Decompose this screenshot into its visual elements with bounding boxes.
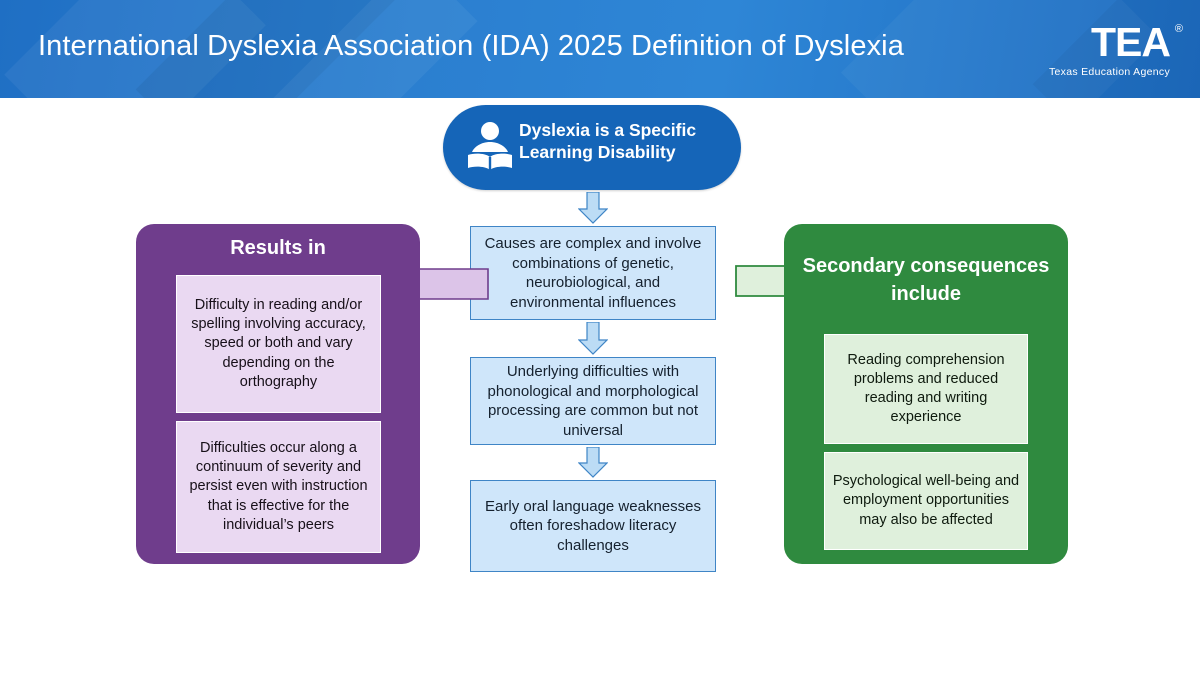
center-step-2: Underlying difficulties with phonological and morphological processing are common but not universal — [470, 357, 716, 445]
header-banner — [0, 0, 1200, 98]
tea-logo-text: TEA — [1091, 19, 1170, 65]
page-title: International Dyslexia Association (IDA) 2025 Definition of Dyslexia — [38, 30, 904, 62]
tea-logo-subtitle: Texas Education Agency — [1048, 66, 1170, 78]
down-arrow-icon — [578, 192, 608, 224]
panel-secondary-consequences — [784, 224, 1068, 564]
node-specific-learning-disability — [443, 105, 741, 190]
registered-trademark-icon: ® — [1174, 23, 1182, 35]
down-arrow-icon — [578, 447, 608, 478]
results-in-item-2: Difficulties occur along a continuum of severity and persist even with instruction that is effective for the individual’s peers — [176, 421, 381, 553]
node-specific-learning-disability-label: Dyslexia is a Specific Learning Disability — [519, 120, 697, 163]
panel-secondary-consequences-title: Secondary consequences include — [802, 255, 1050, 306]
secondary-consequence-item-1: Reading comprehension problems and reduced reading and writing experience — [824, 334, 1028, 444]
results-in-item-1: Difficulty in reading and/or spelling involving accuracy, speed or both and vary depending on the orthography — [176, 275, 381, 413]
center-step-1: Causes are complex and involve combinations of genetic, neurobiological, and environmental influences — [470, 226, 716, 320]
center-step-3: Early oral language weaknesses often foreshadow literacy challenges — [470, 480, 716, 572]
panel-results-in — [136, 224, 420, 564]
person-reading-book-icon — [461, 119, 519, 177]
tea-logo — [1048, 19, 1182, 78]
tea-logo-mark — [1091, 19, 1182, 65]
panel-results-in-title: Results in — [230, 237, 326, 259]
down-arrow-icon — [578, 322, 608, 355]
secondary-consequence-item-2: Psychological well-being and employment opportunities may also be affected — [824, 452, 1028, 550]
